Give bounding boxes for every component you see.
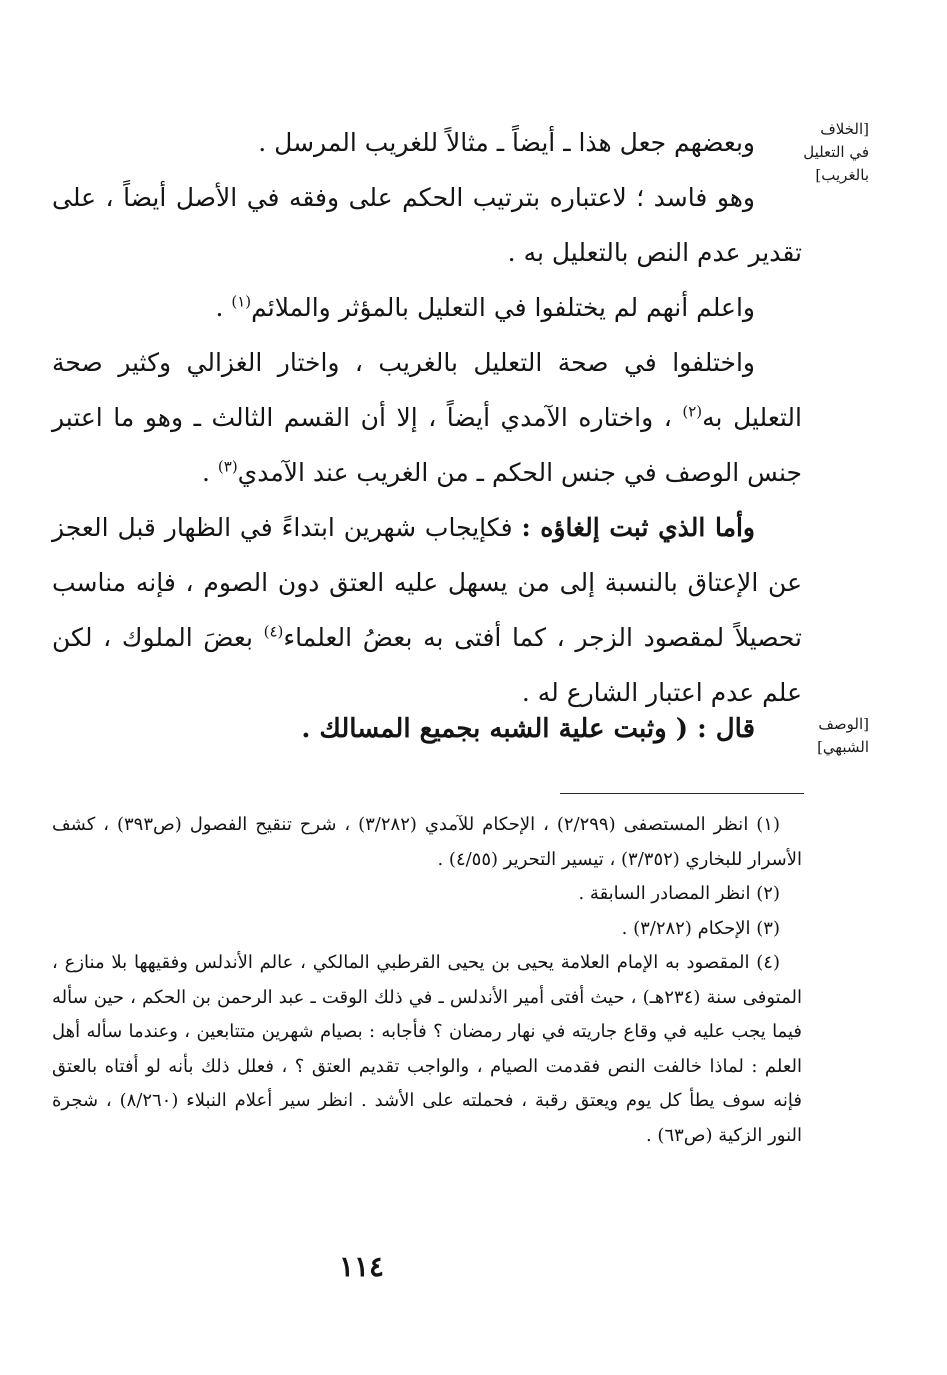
main-text [52,115,802,720]
paragraph-4-text-a: واختلفوا في صحة التعليل بالغريب ، واختار الغزالي وكثير صحة التعليل به [52,348,802,432]
footnote-2: (٢) انظر المصادر السابقة . [578,883,780,904]
paragraph-3-end: . [215,293,232,322]
paragraph-4-text-b: ، واختاره الآمدي أيضاً ، إلا أن القسم الثالث ـ وهو ما اعتبر جنس الوصف في جنس الحكم ـ من الغريب عند الآمدي [52,403,802,487]
footnote-ref-4: (٤) [263,622,284,641]
margin-note-khilaf [803,118,869,187]
footnote-3: (٣) الإحكام (٣/٢٨٢) . [621,917,780,939]
section-heading [52,702,802,757]
footnotes [52,808,802,1153]
footnote-4: (٤) المقصود به الإمام العلامة يحيى بن يحيى القرطبي المالكي ، عالم الأندلس وفقيهها بلا منازع ، المتوفى سنة (٢٣٤هـ) ، حيث أفتى أمير الأندلس ـ في ذلك الوقت ـ عبد الرحمن بن الحكم ، حين سأله فيما يجب عليه في وقاع جاريته في نهار رمضان ؟ فأجابه : بصيام شهرين متتابعين ، وعندما سأله أهل العلم : لماذا خالفت النص فقدمت الصيام ، والواجب تقديم العتق ؟ ، فعلل ذلك بأنه لو أفتاه بالعتق فإنه سوف يطأ كل يوم ويعتق رقبة ، فحملته على الأشد . انظر سير أعلام النبلاء (٨/٢٦٠) ، شجرة النور الزكية (ص٦٣) . [52,952,803,1146]
margin-note-line: في التعليل [803,143,869,161]
paragraph-5-lead: وأما الذي ثبت إلغاؤه : [521,513,755,542]
margin-note-line: [الوصف [818,715,869,733]
margin-note-wasf [817,713,869,759]
paragraph-3-text: واعلم أنهم لم يختلفوا في التعليل بالمؤثر والملائم [251,293,755,322]
page-number: ١١٤ [338,1250,385,1283]
footnote-1: (١) انظر المستصفى (٢/٢٩٩) ، الإحكام للآمدي (٣/٢٨٢) ، شرح تنقيح الفصول (ص٣٩٣) ، كشف الأسرار للبخاري (٣/٣٥٢) ، تيسير التحرير (٤/٥٥) . [52,814,802,870]
paragraph-4-end: . [201,458,218,487]
paragraph-5-text-a: فكإيجاب شهرين ابتداءً في الظهار قبل العجز عن الإعتاق بالنسبة إلى من يسهل عليه العتق دون الصوم ، فإنه مناسب تحصيلاً لمقصود الزجر ، كما أفتى به بعضُ العلماء [52,513,802,652]
footnote-divider [560,793,804,794]
margin-note-line: الشبهي] [817,738,869,756]
margin-note-line: بالغريب] [815,166,869,184]
section-heading-text: قال : ( وثبت علية الشبه بجميع المسالك . [301,714,755,744]
margin-note-line: [الخلاف [820,120,869,138]
paragraph-3 [52,280,802,335]
footnote-ref-1: (١) [231,292,252,311]
footnote-ref-2: (٢) [682,402,703,421]
paragraph-5 [52,500,802,720]
paragraph-1: وبعضهم جعل هذا ـ أيضاً ـ مثالاً للغريب المرسل . [258,128,755,157]
paragraph-5-text-b: بعضَ الملوك ، لكن علم عدم اعتبار الشارع له . [52,623,802,707]
paragraph-2: وهو فاسد ؛ لاعتباره بترتيب الحكم على وفقه في الأصل أيضاً ، على تقدير عدم النص بالتعليل به . [52,183,802,267]
paragraph-4 [52,335,802,500]
footnote-ref-3: (٣) [217,457,238,476]
